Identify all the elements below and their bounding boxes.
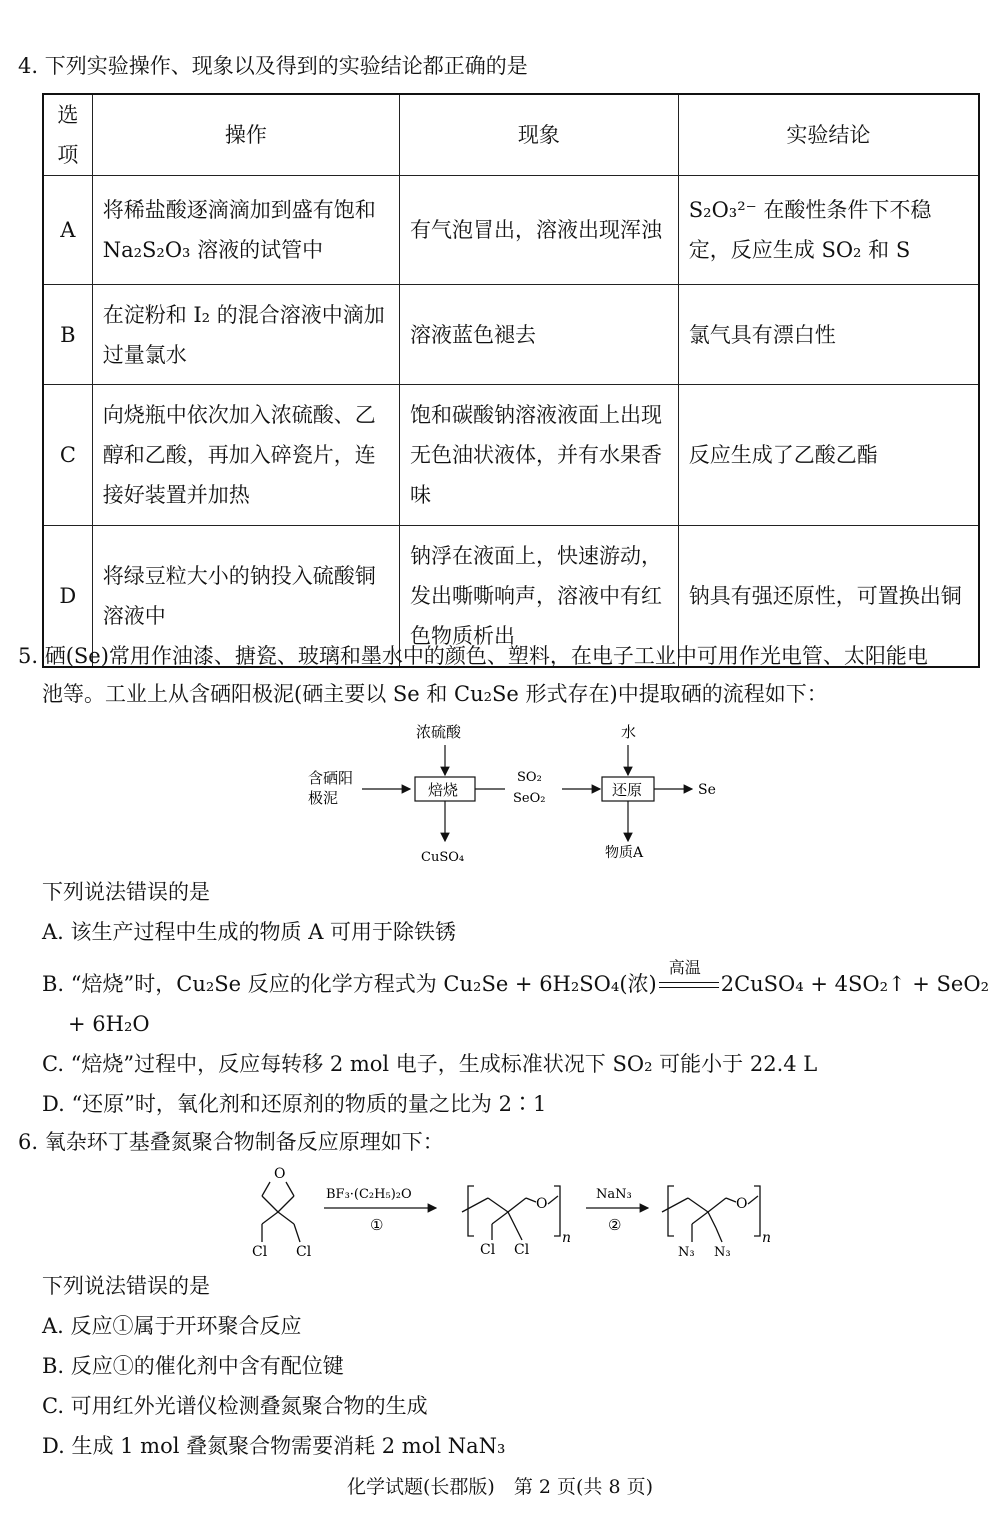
page-footer: 化学试题(长郡版) 第 2 页(共 8 页) bbox=[347, 1476, 653, 1498]
question-6-option-a: A. 反应①属于开环聚合反应 bbox=[42, 1314, 302, 1338]
step-2-label: ② bbox=[608, 1216, 622, 1234]
equals-double-line bbox=[659, 982, 719, 988]
conclusion-cell: 钠具有强还原性，可置换出铜 bbox=[678, 526, 979, 668]
polymer1-cl-left: Cl bbox=[480, 1242, 496, 1258]
experiment-table bbox=[42, 93, 980, 668]
polymer2-n: n bbox=[762, 1230, 772, 1246]
question-4-stem: 4. 下列实验操作、现象以及得到的实验结论都正确的是 bbox=[18, 54, 528, 78]
selenium-flow-diagram bbox=[300, 715, 740, 870]
question-5-option-c: C. “焙烧”过程中，反应每转移 2 mol 电子，生成标准状况下 SO₂ 可能小于 22.4 L bbox=[42, 1052, 818, 1076]
question-5-stem-line2: 池等。工业上从含硒阳极泥(硒主要以 Se 和 Cu₂Se 形式存在)中提取硒的流程如下： bbox=[42, 682, 828, 706]
option-label: A bbox=[43, 176, 92, 285]
catalyst-label: BF₃·(C₂H₅)₂O bbox=[326, 1187, 412, 1202]
question-5-option-d: D. “还原”时，氧化剂和还原剂的物质的量之比为 2∶1 bbox=[42, 1092, 547, 1116]
question-5-option-b-line2: + 6H₂O bbox=[68, 1012, 150, 1036]
flow-step-roast: 焙烧 bbox=[428, 781, 459, 799]
option-label: B bbox=[43, 285, 92, 385]
flow-mid-so2: SO₂ bbox=[517, 770, 542, 785]
table-row bbox=[43, 176, 979, 285]
flow-byproduct-a: 物质A bbox=[605, 845, 644, 861]
operation-cell: 向烧瓶中依次加入浓硫酸、乙醇和乙酸，再加入碎瓷片，连接好装置并加热 bbox=[92, 385, 399, 526]
reaction-condition-arrow bbox=[657, 958, 721, 998]
header-option: 选项 bbox=[43, 94, 92, 176]
polymer2-oxygen: O bbox=[736, 1196, 748, 1212]
header-conclusion: 实验结论 bbox=[678, 94, 979, 176]
option-label: D bbox=[43, 526, 92, 668]
option-b-equation-right: 2CuSO₄ + 4SO₂↑ + SeO₂ bbox=[720, 972, 989, 996]
question-5-option-b-line1 bbox=[42, 958, 989, 998]
flow-mid-seo2: SeO₂ bbox=[513, 791, 546, 806]
question-6-option-c: C. 可用红外光谱仪检测叠氮聚合物的生成 bbox=[42, 1394, 428, 1418]
phenomenon-cell: 钠浮在液面上，快速游动，发出嘶嘶响声，溶液中有红色物质析出 bbox=[399, 526, 678, 668]
question-5-prompt: 下列说法错误的是 bbox=[42, 880, 210, 904]
question-6-prompt: 下列说法错误的是 bbox=[42, 1274, 210, 1298]
step-1-label: ① bbox=[370, 1216, 384, 1234]
flow-reagent-water: 水 bbox=[621, 723, 637, 741]
conclusion-cell: 氯气具有漂白性 bbox=[678, 285, 979, 385]
table-row bbox=[43, 385, 979, 526]
table-header-row bbox=[43, 94, 979, 176]
flow-output-se: Se bbox=[698, 782, 716, 798]
phenomenon-cell: 有气泡冒出，溶液出现浑浊 bbox=[399, 176, 678, 285]
option-label: C bbox=[43, 385, 92, 526]
operation-cell: 将稀盐酸逐滴滴加到盛有饱和 Na₂S₂O₃ 溶液的试管中 bbox=[92, 176, 399, 285]
reagent-nan3: NaN₃ bbox=[596, 1187, 632, 1202]
flow-reagent-conc-sulfuric: 浓硫酸 bbox=[416, 723, 462, 741]
polymer1-oxygen: O bbox=[536, 1196, 548, 1212]
polymer1-n: n bbox=[562, 1230, 572, 1246]
phenomenon-cell: 溶液蓝色褪去 bbox=[399, 285, 678, 385]
reaction-condition-high-temp: 高温 bbox=[668, 958, 701, 977]
flow-input-line1: 含硒阳 bbox=[308, 769, 354, 787]
question-5-stem-line1: 5. 硒(Se)常用作油漆、搪瓷、玻璃和墨水中的颜色、塑料，在电子工业中可用作光电管、太阳能电 bbox=[18, 644, 928, 668]
monomer-oxygen: O bbox=[274, 1166, 286, 1182]
flow-step-reduce: 还原 bbox=[612, 781, 643, 799]
header-phenomenon: 现象 bbox=[399, 94, 678, 176]
flow-byproduct-cuso4: CuSO₄ bbox=[421, 850, 465, 865]
question-5-option-a: A. 该生产过程中生成的物质 A 可用于除铁锈 bbox=[42, 920, 457, 944]
flow-input-line2: 极泥 bbox=[308, 789, 339, 807]
polymer2-n3-left: N₃ bbox=[678, 1245, 695, 1260]
question-6-stem: 6. 氧杂环丁基叠氮聚合物制备反应原理如下： bbox=[18, 1130, 444, 1154]
polymer2-n3-right: N₃ bbox=[714, 1245, 731, 1260]
operation-cell: 在淀粉和 I₂ 的混合溶液中滴加过量氯水 bbox=[92, 285, 399, 385]
phenomenon-cell: 饱和碳酸钠溶液液面上出现无色油状液体，并有水果香味 bbox=[399, 385, 678, 526]
operation-cell: 将绿豆粒大小的钠投入硫酸铜溶液中 bbox=[92, 526, 399, 668]
conclusion-cell: S₂O₃²⁻ 在酸性条件下不稳定，反应生成 SO₂ 和 S bbox=[678, 176, 979, 285]
question-6-option-d: D. 生成 1 mol 叠氮聚合物需要消耗 2 mol NaN₃ bbox=[42, 1434, 506, 1458]
header-operation: 操作 bbox=[92, 94, 399, 176]
monomer-cl-left: Cl bbox=[252, 1244, 268, 1260]
polymer-reaction-scheme bbox=[240, 1162, 780, 1272]
option-b-equation-left: B. “焙烧”时，Cu₂Se 反应的化学方程式为 Cu₂Se + 6H₂SO₄(浓) bbox=[42, 972, 657, 996]
question-6-option-b: B. 反应①的催化剂中含有配位键 bbox=[42, 1354, 344, 1378]
monomer-cl-right: Cl bbox=[296, 1244, 312, 1260]
conclusion-cell: 反应生成了乙酸乙酯 bbox=[678, 385, 979, 526]
polymer1-cl-right: Cl bbox=[514, 1242, 530, 1258]
table-row bbox=[43, 285, 979, 385]
